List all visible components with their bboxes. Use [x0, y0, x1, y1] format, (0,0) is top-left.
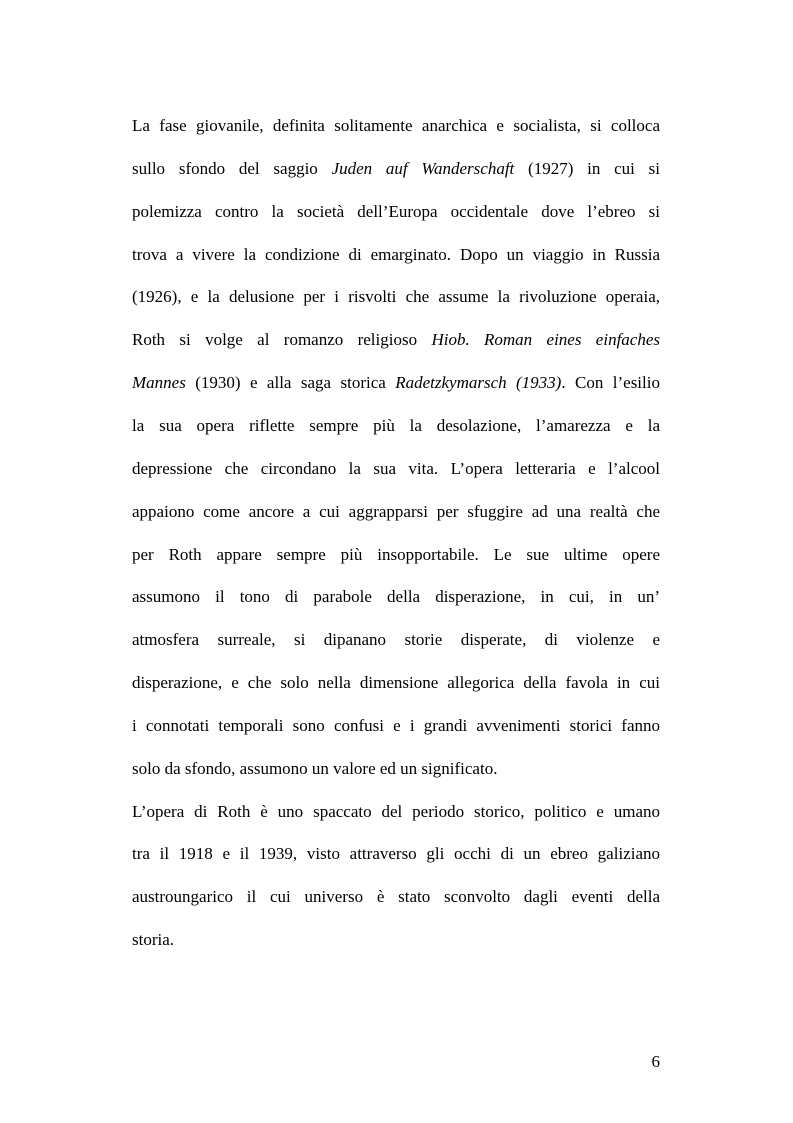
text-line [132, 287, 660, 307]
text-segment: storia. [132, 930, 175, 950]
text-segment: trova a vivere la condizione di emarginato. Dopo un viaggio in Russia [132, 244, 660, 264]
text-line [132, 416, 660, 436]
text-line [132, 202, 660, 222]
text-segment: austroungarico il cui universo è stato sconvolto dagli eventi della [132, 887, 660, 907]
text-segment: (1930) e alla saga storica [185, 373, 396, 393]
text-line [132, 502, 660, 522]
text-line [132, 587, 660, 607]
text-line [132, 630, 660, 650]
text-line [132, 759, 660, 779]
text-segment: L’opera di Roth è uno spaccato del periodo storico, politico e umano [132, 801, 660, 821]
text-segment: depressione che circondano la sua vita. L’opera letteraria e l’alcool [132, 458, 660, 478]
page-number: 6 [651, 1052, 660, 1071]
text-segment: sullo sfondo del saggio [132, 158, 332, 178]
text-segment: (1926), e la delusione per i risvolti che assume la rivoluzione operaia, [132, 287, 660, 307]
text-segment: tra il 1918 e il 1939, visto attraverso gli occhi di un ebreo galiziano [132, 844, 660, 864]
text-line [132, 159, 660, 179]
italic-title: Radetzkymarsch (1933) [395, 373, 562, 393]
text-line [132, 716, 660, 736]
text-line [132, 545, 660, 565]
text-line [132, 116, 660, 136]
text-segment: per Roth appare sempre più insopportabile. Le sue ultime opere [132, 544, 660, 564]
text-segment: solo da sfondo, assumono un valore ed un significato. [132, 758, 498, 778]
text-segment: polemizza contro la società dell’Europa occidentale dove l’ebreo si [132, 201, 660, 221]
text-segment: i connotati temporali sono confusi e i grandi avvenimenti storici fanno [132, 715, 660, 735]
italic-title: Juden auf Wanderschaft [331, 158, 515, 178]
text-line [132, 930, 660, 950]
text-line [132, 373, 660, 393]
text-segment: . Con l’esilio [561, 373, 660, 393]
text-segment: Roth si volge al romanzo religioso [132, 330, 432, 350]
text-segment: assumono il tono di parabole della disperazione, in cui, in un’ [132, 587, 660, 607]
text-line [132, 673, 660, 693]
text-segment: appaiono come ancore a cui aggrapparsi per sfuggire ad una realtà che [132, 501, 660, 521]
text-segment: la sua opera riflette sempre più la desolazione, l’amarezza e la [132, 415, 660, 435]
text-line [132, 844, 660, 864]
text-line [132, 245, 660, 265]
text-segment: disperazione, e che solo nella dimensione allegorica della favola in cui [132, 673, 660, 693]
text-line [132, 459, 660, 479]
italic-title: Hiob. Roman eines einfaches [431, 330, 660, 350]
text-segment: atmosfera surreale, si dipanano storie disperate, di violenze e [132, 630, 660, 650]
text-segment: La fase giovanile, definita solitamente anarchica e socialista, si colloca [132, 116, 660, 135]
text-segment: (1927) in cui si [514, 158, 660, 178]
text-line [132, 330, 660, 350]
text-line [132, 887, 660, 907]
italic-title: Mannes [132, 373, 186, 393]
text-line [132, 802, 660, 822]
